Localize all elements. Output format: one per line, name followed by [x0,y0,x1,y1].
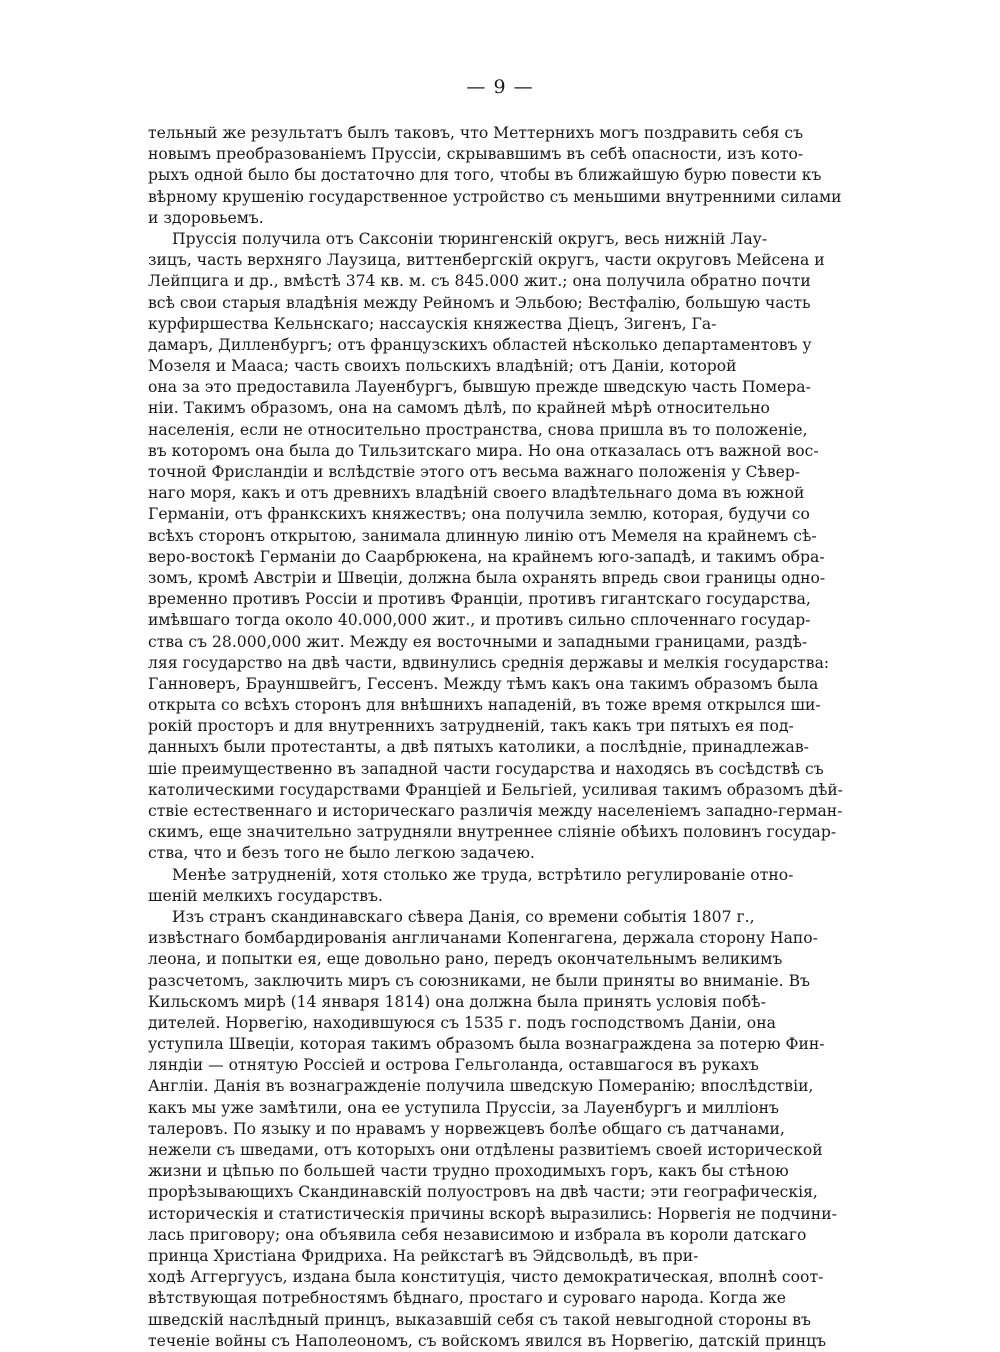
text-line: ляндіи — отнятую Россіей и острова Гельголанда, оставшагося въ рукахъ [148,1056,759,1075]
text-line: дамаръ, Дилленбургъ; отъ французскихъ областей нѣсколько департаментовъ у [148,335,812,354]
text-line: извѣстнаго бомбардированія англичанами Копенгагена, держала сторону Напо- [148,929,818,948]
text-line: ствіе естественнаго и историческаго различія между населеніемъ западно-герман- [148,802,843,820]
text-line: леона, и попытки ея, еще довольно рано, передъ окончательнымъ великимъ [148,950,783,969]
text-line: разсчетомъ, заключить миръ съ союзниками, не были приняты во вниманіе. Въ [148,971,810,990]
text-line: уступила Швеціи, которая такимъ образомъ была вознаграждена за потерю Фин- [148,1035,825,1054]
text-line: рокій просторъ и для внутреннихъ затрудненій, такъ какъ три пятыхъ ея под- [148,717,794,736]
text-line: тельный же результатъ былъ таковъ, что Меттернихъ могъ поздравить себя съ [148,124,804,142]
text-line: принца Христіана Фридриха. На рейкстагѣ въ Эйдсвольдѣ, въ при- [148,1246,699,1265]
text-line: шеній мелкихъ государствъ. [148,886,383,905]
text-line: Пруссія получила отъ Саксоніи тюрингенскій округъ, весь нижній Лау- [172,229,768,248]
text-line: Германіи, отъ франкскихъ княжествъ; она получила землю, которая, будучи со [148,505,810,524]
text-line: прорѣзывающихъ Скандинавскій полуостровъ на двѣ части; эти географическія, [148,1183,818,1202]
text-line: лась приговору; она объявила себя независимою и избрала въ короли датскаго [148,1225,807,1244]
text-line: вѣрному крушенію государственное устройство съ меньшими внутренними силами [148,187,842,206]
text-line: временно противъ Россіи и противъ Франціи, противъ гигантскаго государства, [148,590,811,609]
text-line: католическими государствами Франціей и Бельгіей, усиливая такимъ образомъ дѣй- [148,780,843,799]
text-line: нежели съ шведами, отъ которыхъ они отдѣлены развитіемъ своей исторической [148,1141,823,1159]
text-line: историческія и статистическія причины вскорѣ выразились: Норвегія не подчини- [148,1204,837,1223]
text-line: какъ мы уже замѣтили, она ее уступила Пруссіи, за Лауенбургъ и милліонъ [148,1098,779,1117]
text-line: наго моря, какъ и отъ древнихъ владѣній своего владѣтельнаго дома въ южной [148,484,805,503]
text-line: дителей. Норвегію, находившуюся съ 1535 г. подъ господствомъ Даніи, она [148,1013,776,1032]
text-line: въ которомъ она была до Тильзитскаго мира. Но она отказалась отъ важной вос- [148,441,819,460]
text-line: она за это предоставила Лауенбургъ, бывшую прежде шведскую часть Помера- [148,378,811,397]
text-line: курфиршества Кельнскаго; нассаускія княжества Діецъ, Зигенъ, Га- [148,314,717,333]
text-line: имѣвшаго тогда около 40.000,000 жит., и противъ сильно сплоченнаго государ- [148,611,811,630]
text-line: Лейпцига и др., вмѣстѣ 374 кв. м. съ 845.000 жит.; она получила обратно почти [148,272,811,291]
text-line: веро-востокѣ Германіи до Саарбрюкена, на крайнемъ юго-западѣ, и такимъ обра- [148,547,825,566]
text-line: теченіе войны съ Наполеономъ, съ войскомъ явился въ Норвегію, датскій принцъ [148,1331,827,1350]
text-line: Ганноверъ, Брауншвейгъ, Гессенъ. Между тѣмъ какъ она такимъ образомъ была [148,674,819,693]
text-line: ства, что и безъ того не было легкою задачею. [148,844,535,863]
text-line: данныхъ были протестанты, а двѣ пятыхъ католики, а послѣдніе, принадлежав- [148,738,809,757]
text-line: шіе преимущественно въ западной части государства и находясь въ сосѣдствѣ съ [148,759,824,778]
text-line: и здоровьемъ. [148,208,264,227]
text-line: Кильскомъ мирѣ (14 января 1814) она должна была принять условія побѣ- [148,992,766,1011]
body-text [148,123,851,1352]
text-line: Мозеля и Мааса; часть своихъ польскихъ владѣній; отъ Даніи, которой [148,357,737,376]
text-line: ства съ 28.000,000 жит. Между ея восточными и западными границами, раздѣ- [148,632,808,651]
text-line: зицъ, часть верхняго Лаузица, виттенбергскій округъ, части округовъ Мейсена и [148,251,825,270]
text-line: Менѣе затрудненій, хотя столько же труда, встрѣтило регулированіе отно- [172,865,794,884]
text-line: населенія, если не относительно пространства, снова пришла въ то положеніе, [148,420,808,439]
text-line: талеровъ. По языку и по нравамъ у норвежцевъ болѣе общаго съ датчанами, [148,1119,785,1138]
text-line: ніи. Такимъ образомъ, она на самомъ дѣлѣ, по крайней мѣрѣ относительно [148,399,770,418]
text-line: зомъ, кромѣ Австріи и Швеціи, должна была охранять впредь свои границы одно- [148,568,826,587]
text-line: новымъ преобразованіемъ Пруссіи, скрывавшимъ въ себѣ опасности, изъ кото- [148,145,804,164]
text-line: скимъ, еще значительно затрудняли внутреннее сліяніе обѣихъ половинъ государ- [148,823,837,842]
text-line: вѣтствующая потребностямъ бѣднаго, простаго и суроваго народа. Когда же [148,1289,786,1308]
text-line: шведскій наслѣдный принцъ, выказавшій себя съ такой невыгодной стороны въ [148,1310,811,1329]
page-number: — 9 — [466,76,534,98]
text-line: ляя государство на двѣ части, вдвинулись среднія державы и мелкія государства: [148,653,830,672]
text-line: открыта со всѣхъ сторонъ для внѣшнихъ нападеній, въ тоже время открылся ши- [148,696,821,715]
text-line: ходѣ Аггергуусъ, издана была конституція, чисто демократическая, вполнѣ соот- [148,1268,824,1287]
text-line: всѣхъ сторонъ открытою, занимала длинную линію отъ Мемеля на крайнемъ сѣ- [148,526,817,545]
text-line: рыхъ одной было бы достаточно для того, чтобы въ ближайшую бурю повести къ [148,166,822,185]
text-line: всѣ свои старыя владѣнія между Рейномъ и Эльбою; Вестфалію, большую часть [148,293,811,312]
text-line: жизни и цѣпью по большей части трудно проходимыхъ горъ, какъ бы стѣною [148,1162,789,1181]
text-line: точной Фрисландіи и вслѣдствіе этого отъ весьма важнаго положенія у Сѣвер- [148,463,801,481]
text-line: Англіи. Данія въ вознагражденіе получила шведскую Померанію; впослѣдствіи, [148,1077,814,1096]
text-line: Изъ странъ скандинавскаго сѣвера Данія, со времени событія 1807 г., [172,907,755,926]
